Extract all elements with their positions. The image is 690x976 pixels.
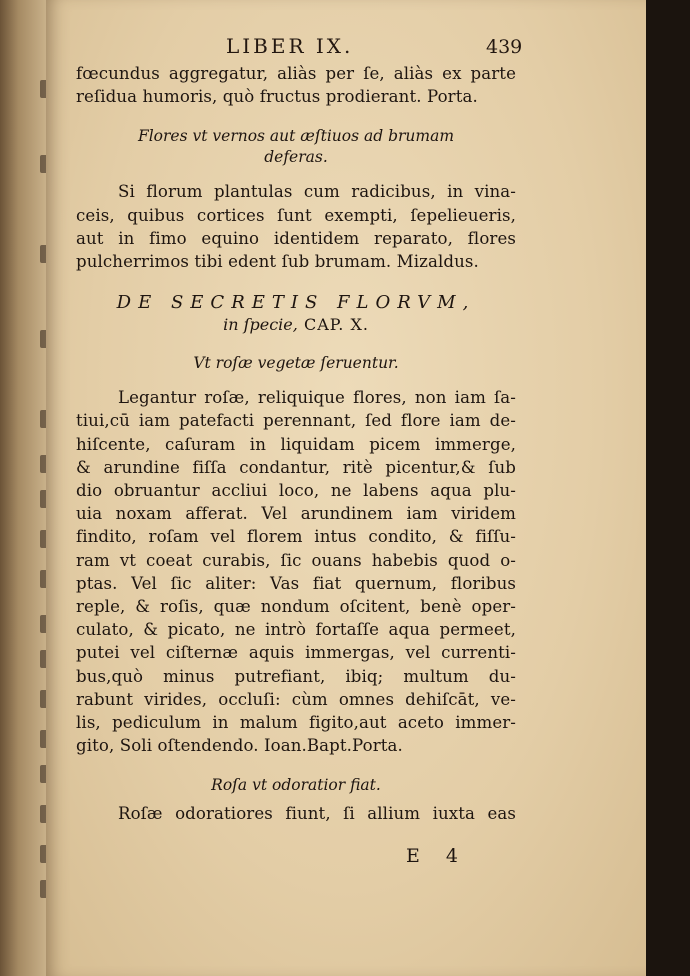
text-line: rabunt virides, occluſi: cùm omnes dehiſcāt, ve-	[76, 689, 516, 709]
text-line: lis, pediculum in malum figito,aut aceto immer-	[76, 713, 516, 733]
text-line: Roſæ odoratiores fiunt, ſi allium iuxta eas	[118, 804, 516, 824]
page-number: 439	[486, 36, 523, 58]
text-line: hiſcente, caſuram in liquidam picem immerge,	[76, 434, 516, 454]
text-line: culato, & picato, ne intrò fortaſſe aqua permeet,	[76, 620, 516, 640]
text-line: aut in fimo equino identidem reparato, flores	[76, 228, 516, 248]
text-line: Si florum plantulas cum radicibus, in vina-	[118, 182, 516, 202]
section-heading: Flores vt vernos aut æſtiuos ad brumam	[137, 127, 455, 146]
chapter-number: CAP. X.	[303, 315, 369, 335]
text-line: putei vel ciſternæ aquis immergas, vel currenti-	[76, 643, 516, 663]
text-line: bus,quò minus putrefiant, ibiq; multum du-	[76, 666, 516, 686]
text-line: Legantur roſæ, reliquique flores, non iam ſa-	[118, 388, 516, 408]
text-line: reple, & roſis, quæ nondum oſcitent, benè oper-	[76, 597, 516, 617]
scan-background	[646, 0, 690, 976]
section-heading: Vt roſæ vegetæ ſeruentur.	[193, 354, 399, 373]
chapter-subtitle	[76, 315, 516, 335]
text-line: findito, roſam vel florem intus condito, & fiſſu-	[76, 527, 516, 547]
text-line: ceis, quibus cortices ſunt exempti, ſepelieueris,	[76, 205, 516, 225]
book-page	[46, 0, 646, 976]
chapter-subtitle-italic: in ſpecie,	[223, 315, 298, 335]
text-line: tiui,cū iam patefacti perennant, ſed flore iam de-	[76, 411, 516, 431]
text-line: ram vt coeat curabis, ſic ouans habebis quod o-	[76, 550, 516, 570]
text-line: fœcundus aggregatur, aliàs per ſe, aliàs ex parte	[76, 64, 516, 83]
running-head: LIBER IX.	[226, 34, 354, 58]
text-line: & arundine fiſſa condantur, ritè picentur,& ſub	[76, 457, 516, 477]
section-heading: Roſa vt odoratior fiat.	[211, 776, 381, 795]
text-line: uia noxam afferat. Vel arundinem iam viridem	[76, 504, 516, 524]
section-heading: deferas.	[264, 148, 328, 167]
page-header	[46, 34, 646, 64]
page-body	[76, 62, 516, 826]
text-line: ptas. Vel ſic aliter: Vas fiat quernum, floribus	[76, 573, 516, 593]
chapter-title: DE SECRETIS FLORVM,	[116, 292, 476, 314]
text-line: dio obruantur accliui loco, ne labens aqua plu-	[76, 481, 516, 501]
facing-page-edge	[0, 0, 46, 976]
text-line: gito, Soli oſtendendo. Ioan.Bapt.Porta.	[76, 736, 403, 756]
text-line: reſidua humoris, quò fructus prodierant. Porta.	[76, 87, 478, 107]
text-line: pulcherrimos tibi edent ſub brumam. Mizaldus.	[76, 252, 479, 272]
signature-mark: E 4	[406, 845, 468, 867]
